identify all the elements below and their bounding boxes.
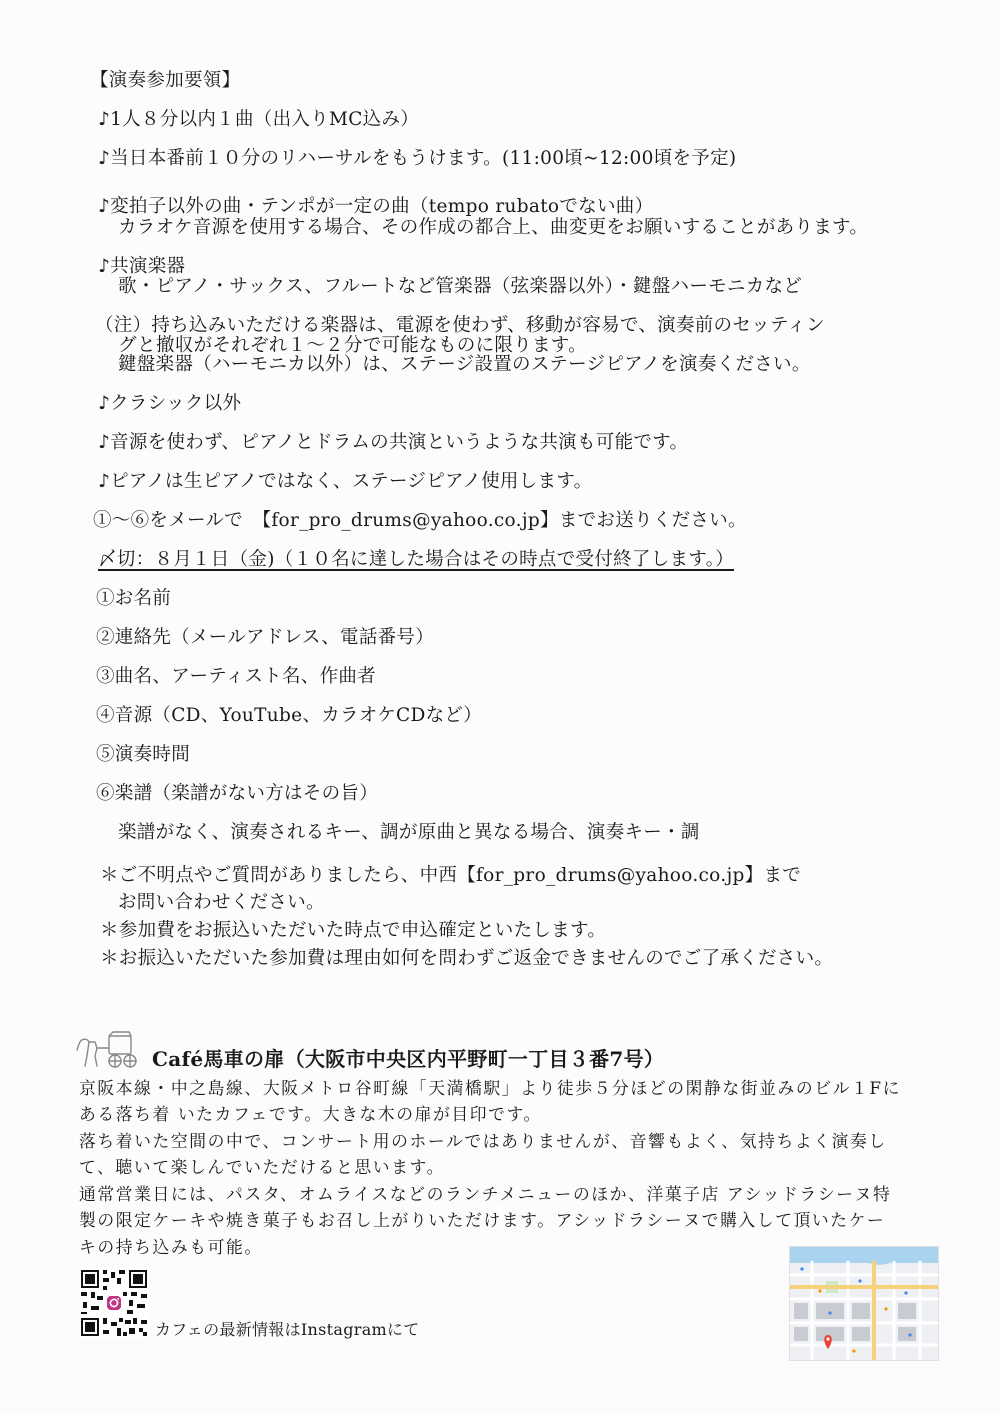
- instagram-info: カフェの最新情報はInstagramにて: [155, 1320, 420, 1339]
- guideline-instruments-list: 歌・ピアノ・サックス、フルートなど管楽器（弦楽器以外）・鍵盤ハーモニカなど: [118, 276, 803, 297]
- guideline-instruments-title: ♪共演楽器: [98, 256, 186, 277]
- cafe-description-6: 製の限定ケーキや焼き菓子もお召し上がりいただけます。アシッドラシーヌで購入して頂いたケー: [79, 1210, 886, 1230]
- instagram-qr-code[interactable]: [79, 1268, 149, 1338]
- cafe-description-5: 通常営業日には、パスタ、オムライスなどのランチメニューのほか、洋菓子店 アシッドラシーヌ特: [79, 1184, 892, 1204]
- application-item-song: ③曲名、アーティスト名、作曲者: [96, 666, 376, 687]
- guideline-karaoke: カラオケ音源を使用する場合、その作成の都合上、曲変更をお願いすることがあります。: [118, 217, 869, 238]
- cafe-title: Café馬車の扉（大阪市中央区内平野町一丁目３番7号）: [152, 1047, 665, 1071]
- cafe-description-1: 京阪本線・中之島線、大阪メトロ谷町線「天満橋駅」より徒歩５分ほどの閑静な街並みのビル１Fに: [79, 1078, 902, 1098]
- cafe-description-7: キの持ち込みも可能。: [79, 1237, 263, 1257]
- application-item-name: ①お名前: [96, 588, 172, 609]
- application-item-duration: ⑤演奏時間: [96, 744, 191, 765]
- cafe-description-2: ある落ち着 いたカフェです。大きな木の扉が目印です。: [79, 1104, 542, 1124]
- application-item-score: ⑥楽譜（楽譜がない方はその旨）: [96, 783, 379, 804]
- note-instruments-2: グと撤収がそれぞれ１～２分で可能なものに限ります。: [118, 335, 587, 356]
- note-inquiry-1: ＊ご不明点やご質問がありましたら、中西【for_pro_drums@yahoo.co.jp】まで: [100, 865, 802, 886]
- guideline-stage-piano: ♪ピアノは生ピアノではなく、ステージピアノ使用します。: [98, 471, 593, 492]
- horse-carriage-icon: [75, 1030, 141, 1070]
- street-map[interactable]: [789, 1246, 939, 1361]
- application-item-source: ④音源（CD、YouTube、カラオケCDなど）: [96, 705, 483, 726]
- guideline-rehearsal: ♪当日本番前１０分のリハーサルをもうけます。(11:00頃~12:00頃を予定): [98, 148, 737, 169]
- cafe-description-4: て、聴いて楽しんでいただけると思います。: [79, 1157, 445, 1177]
- note-no-refund: ＊お振込いただいた参加費は理由如何を問わずご返金できませんのでご了承ください。: [100, 948, 834, 969]
- application-email: ①～⑥をメールで 【for_pro_drums@yahoo.co.jp】までお送りください。: [93, 510, 747, 531]
- application-deadline: 〆切：８月１日（金)（１０名に達した場合はその時点で受付終了します。）: [98, 549, 734, 570]
- note-instruments-3: 鍵盤楽器（ハーモニカ以外）は、ステージ設置のステージピアノを演奏ください。: [118, 354, 811, 375]
- cafe-description-3: 落ち着いた空間の中で、コンサート用のホールではありませんが、音響もよく、気持ちよく演奏し: [79, 1131, 887, 1151]
- note-instruments-1: （注）持ち込みいただける楽器は、電源を使わず、移動が容易で、演奏前のセッティン: [95, 315, 825, 336]
- note-payment-confirm: ＊参加費をお振込いただいた時点で申込確定といたします。: [100, 920, 607, 941]
- guideline-tempo: ♪変拍子以外の曲・テンポが一定の曲（tempo rubatoでない曲）: [98, 196, 654, 217]
- application-item-contact: ②連絡先（メールアドレス、電話番号）: [96, 627, 435, 648]
- application-item-score-note: 楽譜がなく、演奏されるキー、調が原曲と異なる場合、演奏キー・調: [118, 822, 700, 843]
- guideline-duet: ♪音源を使わず、ピアノとドラムの共演というような共演も可能です。: [98, 432, 689, 453]
- guideline-no-classical: ♪クラシック以外: [98, 393, 242, 414]
- guideline-time-limit: ♪1人８分以内１曲（出入りMC込み）: [98, 109, 420, 130]
- note-inquiry-2: お問い合わせください。: [118, 892, 325, 913]
- guidelines-heading: 【演奏参加要領】: [90, 70, 241, 91]
